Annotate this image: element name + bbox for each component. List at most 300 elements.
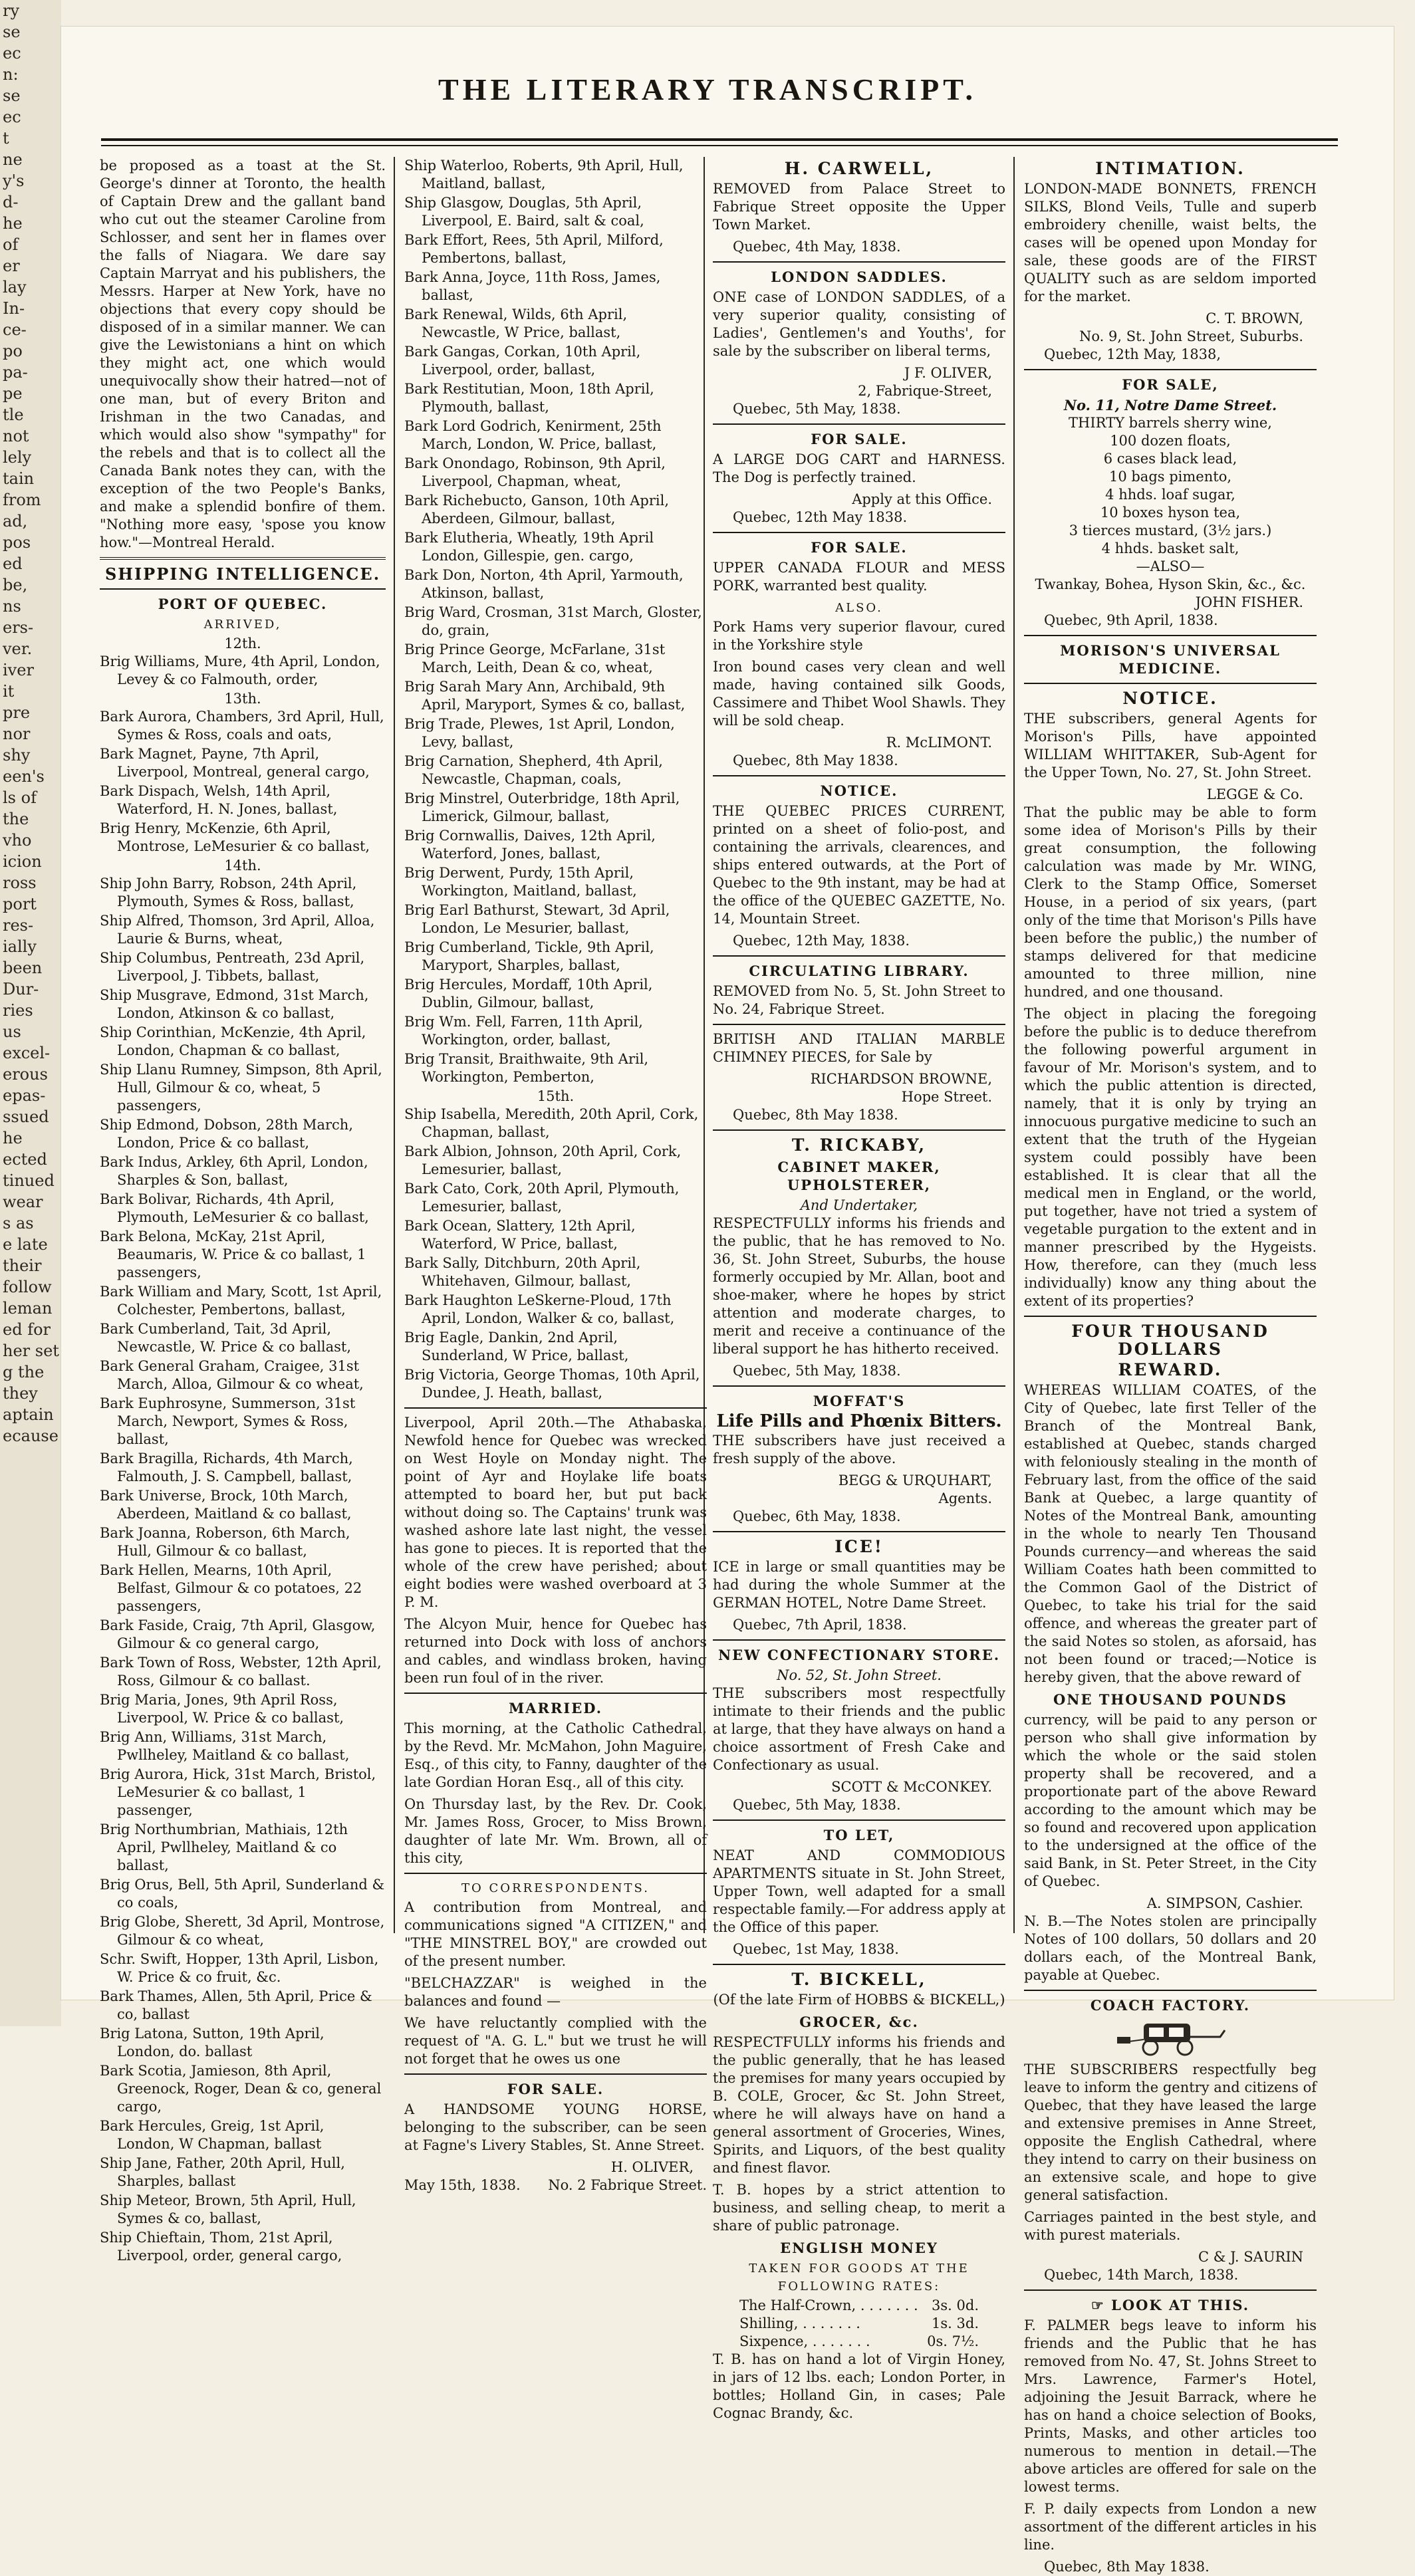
port-heading: PORT OF QUEBEC. <box>158 596 328 612</box>
list-item: Brig Prince George, McFarlane, 31st March, Leith, Dean & co, wheat, <box>404 642 666 675</box>
masthead-rule-thin <box>101 145 1338 146</box>
list-item: Bark Ocean, Slattery, 12th April, Waterford, W Price, ballast, <box>404 1218 636 1252</box>
morison-text: The object in placing the foregoing before the public is to deduce therefrom the following powerful argument in favour of Mr. Morison's system, and to which the public attention is directed, namely, that it is only by trying an innocuous purgative medicine to such an extent that the truth of the Hygeian system could possibly have been established. It is clear that all the medical men in England, or the world, put together, have not tried a system of vegetable purgation to the extent and in manner prescribed by the Hygeists. How, therefore, can they (much less individually) know any thing about the extent of its properties? <box>1024 1006 1317 1309</box>
money-value: 0s. 7½. <box>927 2333 979 2349</box>
edge-fragment: pre <box>3 703 31 722</box>
previous-page-edge <box>0 0 61 2026</box>
list-item: Brig Ann, Williams, 31st March, Pwllheley, Maitland & co ballast, <box>100 1729 350 1763</box>
reward-heading: FOUR THOUSAND DOLLARS <box>1071 1322 1269 1359</box>
list-item: Bark Cato, Cork, 20th April, Plymouth, Lemesurier, ballast, <box>404 1181 680 1215</box>
ship-list <box>404 157 707 1086</box>
divider <box>1024 1316 1317 1317</box>
list-item: Bark Elutheria, Wheatly, 19th April London, Gillespie, gen. cargo, <box>404 530 654 564</box>
look-heading: ☞ LOOK AT THIS. <box>1091 2297 1250 2313</box>
list-item: 100 dozen floats, <box>1110 433 1231 449</box>
divider <box>404 1873 707 1874</box>
list-item: 3 tierces mustard, (3½ jars.) <box>1069 523 1272 538</box>
correspondents-heading: TO CORRESPONDENTS. <box>461 1881 650 1895</box>
masthead: THE LITERARY TRANSCRIPT. <box>438 72 977 106</box>
edge-fragment: ers- <box>3 618 34 637</box>
correspondents-note: "BELCHAZZAR" is weighed in the balances and found — <box>404 1975 707 2009</box>
edge-fragment: follow <box>3 1278 52 1296</box>
confectionary-text: THE subscribers most respectfully intimate to their friends and the public at large, that they have always on hand a choice assortment of Fresh Cake and Confectionary as usual. <box>713 1685 1005 1773</box>
divider <box>1024 2289 1317 2291</box>
signature: C. T. BROWN, <box>1206 310 1303 326</box>
address: 2, Fabrique-Street, <box>858 383 992 399</box>
money-table <box>713 2297 1005 2351</box>
divider <box>713 261 1005 263</box>
column-1 <box>100 157 386 2264</box>
edge-fragment: epas- <box>3 1086 46 1105</box>
married-notice: On Thursday last, by the Rev. Dr. Cook, Mr. James Ross, Grocer, to Miss Brown, daughter of late Mr. Wm. Brown, all of this city, <box>404 1796 707 1866</box>
money-label: Sixpence, . . . . . . . <box>739 2333 870 2349</box>
edge-fragment: e late <box>3 1235 48 1254</box>
divider <box>713 1639 1005 1641</box>
list-item: Brig Eagle, Dankin, 2nd April, Sunderland, W Price, ballast, <box>404 1330 629 1363</box>
address: Hope Street. <box>901 1089 992 1105</box>
list-item: 10 boxes hyson tea, <box>1100 505 1241 521</box>
fisher-address: No. 11, Notre Dame Street. <box>1063 397 1277 413</box>
list-item: 6 cases black lead, <box>1103 451 1237 467</box>
list-item: 10 bags pimento, <box>1108 469 1232 485</box>
list-item: Brig Cumberland, Tickle, 9th April, Maryport, Sharples, ballast, <box>404 939 654 973</box>
marble-text: BRITISH AND ITALIAN MARBLE CHIMNEY PIECES, for Sale by <box>713 1031 1005 1065</box>
date: Quebec, 8th May 1838. <box>733 753 898 768</box>
confectionary-address: No. 52, St. John Street. <box>777 1667 942 1683</box>
date-heading: 12th. <box>224 636 261 651</box>
news-item: Liverpool, April 20th.—The Athabaska, Newfold hence for Quebec was wrecked on West Hoyle on Monday night. The point of Ayr and Hoylake life boats attempted to board her, but put back without doing so. The Captains' trunk was washed ashore late last night, the vessel has gone to pieces. It is reported that the whole of the crew have perished; about eight bodies were washed overboard at 3 P. M. <box>404 1415 707 1610</box>
money-value: 3s. 0d. <box>932 2297 979 2313</box>
edge-fragment: from <box>3 491 41 509</box>
reward-note: N. B.—The Notes stolen are principally Notes of 100 dollars, 50 dollars and 20 dollars each, of the Montreal Bank, payable at Quebec. <box>1024 1913 1317 1983</box>
edge-fragment: ed <box>3 554 23 573</box>
also-label: —ALSO— <box>1136 558 1205 574</box>
list-item: Bark Thames, Allen, 5th April, Price & co, ballast <box>100 1988 372 2022</box>
reward-amount: ONE THOUSAND POUNDS <box>1053 1691 1288 1708</box>
list-item: Bark Lord Godrich, Kenirment, 25th March, London, W. Price, ballast, <box>404 418 662 452</box>
edge-fragment: aptain <box>3 1405 54 1424</box>
edge-fragment: ry <box>3 1 20 20</box>
list-item: Bark Restitutian, Moon, 18th April, Plymouth, ballast, <box>404 381 654 415</box>
list-item: 4 hhds. basket salt, <box>1101 540 1239 556</box>
for-sale-heading: FOR SALE. <box>811 539 908 556</box>
list-item: Bark Albion, Johnson, 20th April, Cork, Lemesurier, ballast, <box>404 1143 682 1177</box>
ice-heading: ICE! <box>835 1537 884 1556</box>
also-label: ALSO. <box>835 601 883 615</box>
coach-illustration <box>1110 2017 1230 2057</box>
edge-fragment: us <box>3 1022 21 1041</box>
news-item: The Alcyon Muir, hence for Quebec has returned into Dock with loss of anchors and cables, and windlass broken, having been run foul of in the river. <box>404 1616 707 1686</box>
list-item: Bark Hercules, Greig, 1st April, London, W Chapman, ballast <box>100 2118 324 2152</box>
list-item: Brig Northumbrian, Mathiais, 12th April, Pwllheley, Maitland & co ballast, <box>100 1821 348 1873</box>
edge-fragment: they <box>3 1384 38 1403</box>
column-4 <box>1024 157 1317 2575</box>
shipping-intelligence-heading: SHIPPING INTELLIGENCE. <box>104 564 381 584</box>
edge-fragment: ec <box>3 108 21 126</box>
moffat-text: THE subscribers have just received a fresh supply of the above. <box>713 1433 1005 1466</box>
reward-text: WHEREAS WILLIAM COATES, of the City of Quebec, late first Teller of the Branch of the Montreal Bank, established at Quebec, stands charged with feloniously stealing in the month of February last, from the office of the said Bank at Quebec, a large quantity of Notes of the Montreal Bank, amounting in the whole to nearly Ten Thousand Pounds currency—and whereas the said William Coates hath been committed to the Common Gaol of the District of Quebec, to take his trial for the said offence, and whereas the greater part of the said Notes so stolen, as aforsaid, has not been found or traced;—Notice is hereby given, that the above reward of <box>1024 1382 1317 1685</box>
list-item: Ship Isabella, Meredith, 20th April, Cork, Chapman, ballast, <box>404 1106 699 1140</box>
date: Quebec, 8th May 1838. <box>733 1107 898 1123</box>
edge-fragment: ver. <box>3 640 33 658</box>
edge-fragment: t <box>3 129 9 148</box>
edge-fragment: it <box>3 682 15 701</box>
correspondents-note: We have reluctantly complied with the request of "A. G. L." but we trust he will not forget that he owes us one <box>404 2015 707 2067</box>
for-sale-heading: FOR SALE. <box>507 2081 604 2097</box>
date: Quebec, 5th May, 1838. <box>733 1363 901 1379</box>
list-item: Brig Maria, Jones, 9th April Ross, Liverpool, W. Price & co ballast, <box>100 1692 344 1726</box>
divider <box>1024 683 1317 684</box>
list-item: Bark Indus, Arkley, 6th April, London, Sharples & Son, ballast, <box>100 1154 368 1188</box>
arrived-heading: ARRIVED, <box>203 618 282 632</box>
list-item: Ship Llanu Rumney, Simpson, 8th April, Hull, Gilmour & co, wheat, 5 passengers, <box>100 1062 382 1113</box>
money-label: The Half-Crown, . . . . . . . <box>739 2297 918 2313</box>
edge-fragment: ns <box>3 597 21 616</box>
edge-fragment: vho <box>3 831 32 850</box>
list-item: Bark Dispach, Welsh, 14th April, Waterford, H. N. Jones, ballast, <box>100 783 338 817</box>
list-item: Brig Henry, McKenzie, 6th April, Montrose, LeMesurier & co ballast, <box>100 820 370 854</box>
list-item: Bark Town of Ross, Webster, 12th April, Ross, Gilmour & co ballast. <box>100 1655 382 1689</box>
list-item: Brig Transit, Braithwaite, 9th Aril, Workington, Pemberton, <box>404 1051 649 1085</box>
date-heading: 14th. <box>224 858 261 874</box>
date: Quebec, 8th May 1838. <box>1044 2559 1210 2575</box>
apply-note: Apply at this Office. <box>852 491 992 507</box>
divider <box>100 588 386 590</box>
edge-fragment: ec <box>3 44 21 62</box>
date: Quebec, 6th May, 1838. <box>733 1508 901 1524</box>
list-item: Brig Minstrel, Outerbridge, 18th April, Limerick, Gilmour, ballast, <box>404 790 680 824</box>
coach-factory-heading: COACH FACTORY. <box>1090 1997 1251 2014</box>
divider <box>1024 635 1317 636</box>
ship-list <box>404 1106 707 1402</box>
list-item: Bark General Graham, Craigee, 31st March, Alloa, Gilmour & co wheat, <box>100 1358 364 1392</box>
list-item: Brig Williams, Mure, 4th April, London, Levey & co Falmouth, order, <box>100 653 380 687</box>
ship-list <box>100 875 386 2265</box>
list-item: Bark Sally, Ditchburn, 20th April, Whitehaven, Gilmour, ballast, <box>404 1255 641 1289</box>
list-item: Bark Universe, Brock, 10th March, Aberdeen, Maitland & co ballast, <box>100 1488 352 1522</box>
signature: J F. OLIVER, <box>904 365 992 381</box>
for-sale-heading: FOR SALE. <box>811 431 908 447</box>
reward-text: currency, will be paid to any person or person who shall give information by which the whole or the said stolen property shall be recovered, and a proportionate part of the above Reward according to the amount which may be so found and recovered upon application to the undersigned at the office of the said Bank, in St. Peter Street, in the City of Quebec. <box>1024 1712 1317 1889</box>
list-item: Ship Glasgow, Douglas, 5th April, Liverpool, E. Baird, salt & coal, <box>404 195 644 229</box>
divider <box>100 557 386 560</box>
list-item: Brig Globe, Sherett, 3d April, Montrose, Gilmour & co wheat, <box>100 1914 385 1948</box>
list-item: Bark Scotia, Jamieson, 8th April, Greenock, Roger, Dean & co, general cargo, <box>100 2063 382 2115</box>
divider <box>713 775 1005 776</box>
rickaby-subheading: CABINET MAKER, UPHOLSTERER, <box>777 1159 941 1193</box>
date: Quebec, 5th May, 1838. <box>733 1797 901 1813</box>
to-let-text: NEAT AND COMMODIOUS APARTMENTS situate in St. John Street, Upper Town, well adapted for a small respectable family.—For address apply at the Office of this paper. <box>713 1847 1005 1935</box>
date-heading: 15th. <box>537 1088 575 1104</box>
palmer-text: F. P. daily expects from London a new assortment of the different articles in his line. <box>1024 2501 1317 2553</box>
confectionary-heading: NEW CONFECTIONARY STORE. <box>717 1647 1001 1663</box>
edge-fragment: se <box>3 23 21 41</box>
money-row <box>713 2297 1005 2315</box>
divider <box>1024 369 1317 370</box>
library-heading: CIRCULATING LIBRARY. <box>749 963 969 979</box>
edge-fragment: tle <box>3 406 24 424</box>
morison-heading: MORISON'S UNIVERSAL MEDICINE. <box>1060 642 1281 677</box>
list-item: Bark Aurora, Chambers, 3rd April, Hull, Symes & Ross, coals and oats, <box>100 709 384 743</box>
edge-fragment: not <box>3 427 29 445</box>
edge-fragment: ce- <box>3 320 27 339</box>
money-row <box>713 2333 1005 2351</box>
edge-fragment: d- <box>3 193 19 211</box>
bickell-heading: T. BICKELL, <box>791 1970 927 1989</box>
money-heading: ENGLISH MONEY <box>780 2240 938 2256</box>
morison-text: That the public may be able to form some idea of Morison's Pills by their great consumption, the following calculation was made by Mr. WING, Clerk to the Stamp Office, Somerset House, in a period of six years, (part only of the time that Morison's Pills have been before the public,) the number of stamps delivered for that medicine amounted to three million, nine hundred, and one thousand. <box>1024 804 1317 1000</box>
edge-fragment: ne <box>3 150 23 169</box>
list-item: Bark Euphrosyne, Summerson, 31st March, Newport, Symes & Ross, ballast, <box>100 1395 356 1447</box>
edge-fragment: ls of <box>3 788 37 807</box>
reward-heading: REWARD. <box>1118 1360 1223 1379</box>
date: Quebec, 12th May, 1838, <box>1044 346 1222 362</box>
edge-fragment: tinued <box>3 1171 55 1190</box>
list-item: Bark Effort, Rees, 5th April, Milford, Pembertons, ballast, <box>404 232 664 266</box>
list-item: Bark Bragilla, Richards, 4th March, Falmouth, J. S. Campbell, ballast, <box>100 1451 353 1484</box>
edge-fragment: Dur- <box>3 980 39 998</box>
fisher-text: Twankay, Bohea, Hyson Skin, &c., &c. <box>1035 576 1306 592</box>
rickaby-heading: T. RICKABY, <box>791 1135 927 1155</box>
intimation-text: LONDON-MADE BONNETS, FRENCH SILKS, Blond Veils, Tulle and superb embroidery chenille, waist belts, the cases will be opened upon Monday for sale, these goods are of the FIRST QUALITY such as are seldom imported for the market. <box>1024 181 1317 304</box>
divider <box>713 1531 1005 1532</box>
divider <box>713 1385 1005 1387</box>
saddles-heading: LONDON SADDLES. <box>771 269 948 285</box>
coach-text: THE SUBSCRIBERS respectfully beg leave to inform the gentry and citizens of Quebec, that they have leased the large and extensive premises in Anne Street, opposite the English Cathedral, where they intend to carry on their business on an extensive scale, and hope to give general satisfaction. <box>1024 2061 1317 2203</box>
edge-fragment: se <box>3 86 21 105</box>
divider <box>713 423 1005 425</box>
edge-fragment: he <box>3 1129 23 1147</box>
list-item: Ship Waterloo, Roberts, 9th April, Hull, Maitland, ballast, <box>404 158 684 191</box>
ship-list <box>100 708 386 856</box>
date: May 15th, 1838. <box>404 2177 521 2193</box>
edge-fragment: ross <box>3 874 37 892</box>
coach-text: Carriages painted in the best style, and with purest materials. <box>1024 2209 1317 2243</box>
rickaby-subheading: And Undertaker, <box>800 1197 918 1213</box>
edge-fragment: po <box>3 342 23 360</box>
edge-fragment: In- <box>3 299 25 318</box>
edge-fragment: g the <box>3 1363 45 1381</box>
edge-fragment: ed for <box>3 1320 51 1339</box>
list-item: Bark Richebucto, Ganson, 10th April, Aberdeen, Gilmour, ballast, <box>404 493 670 527</box>
montreal-herald-article: be proposed as a toast at the St. George's dinner at Toronto, the health of Captain Drew and the gallant band who cut out the steamer Caroline from Schlosser, and sent her in flames over the falls of Niagara. We dare say Captain Marryat and his publishers, the Messrs. Harper at New York, have no objections that every copy should be disposed of in a similar manner. We can give the Lewistonians a hint on which they might act, one which would unequivocally show their hatred—not of one man, but of every Briton and Irishman in the two Canadas, and which would also show "sympathy" for the rebels and that is to collect all the Canada Bank notes they can, with the exception of the two People's Banks, and make a splendid bonfire of them. "Nothing more easy, 'spose you know how."—Montreal Herald. <box>100 158 386 550</box>
edge-fragment: shy <box>3 746 31 764</box>
list-item: Bark William and Mary, Scott, 1st April, Colchester, Pembertons, ballast, <box>100 1284 382 1318</box>
to-let-heading: TO LET, <box>823 1827 895 1843</box>
edge-fragment: icion <box>3 852 42 871</box>
for-sale-heading: FOR SALE, <box>1122 376 1219 393</box>
list-item: Bark Joanna, Roberson, 6th March, Hull, Gilmour & co ballast, <box>100 1525 350 1559</box>
edge-fragment: n: <box>3 65 19 84</box>
signature: SCOTT & McCONKEY. <box>831 1779 992 1795</box>
list-item: Ship John Barry, Robson, 24th April, Plymouth, Symes & Ross, ballast, <box>100 876 357 909</box>
horse-for-sale-text: A HANDSOME YOUNG HORSE, belonging to the subscriber, can be seen at Fagne's Livery Stables, St. Anne Street. <box>404 2101 707 2153</box>
date: Quebec, 14th March, 1838. <box>1044 2267 1239 2283</box>
divider <box>404 2073 707 2075</box>
married-heading: MARRIED. <box>508 1700 603 1716</box>
flour-text: UPPER CANADA FLOUR and MESS PORK, warranted best quality. <box>713 560 1005 594</box>
date: Quebec, 12th May 1838. <box>733 509 908 525</box>
edge-fragment: lely <box>3 448 32 467</box>
edge-fragment: er <box>3 257 20 275</box>
date: Quebec, 1st May, 1838. <box>733 1941 899 1957</box>
list-item: Bark Bolivar, Richards, 4th April, Plymouth, LeMesurier & co ballast, <box>100 1191 369 1225</box>
signature: RICHARDSON BROWNE, <box>810 1071 992 1087</box>
edge-fragment: ad, <box>3 512 28 530</box>
date: Quebec, 5th May, 1838. <box>733 401 901 417</box>
edge-fragment: ected <box>3 1150 47 1169</box>
edge-fragment: leman <box>3 1299 53 1318</box>
flour-text: Pork Hams very superior flavour, cured in the Yorkshire style <box>713 619 1005 653</box>
edge-fragment: of <box>3 235 19 254</box>
morison-text: THE subscribers, general Agents for Morison's Pills, have appointed WILLIAM WHITTAKER, Sub-Agent for the Upper Town, No. 27, St. John Street. <box>1024 711 1317 780</box>
divider <box>404 1407 707 1409</box>
list-item: Bark Anna, Joyce, 11th Ross, James, ballast, <box>404 269 661 303</box>
moffat-title: Life Pills and Phœnix Bitters. <box>716 1411 1002 1431</box>
money-note: T. B. has on hand a lot of Virgin Honey, in jars of 12 lbs. each; London Porter, in bottles; Holland Gin, in cases; Pale Cognac Brandy, &c. <box>713 2351 1005 2421</box>
divider <box>713 1024 1005 1025</box>
divider <box>713 1964 1005 1965</box>
edge-fragment: pa- <box>3 363 28 382</box>
signature: H. OLIVER, <box>610 2159 694 2175</box>
signature: JOHN FISHER. <box>1195 594 1303 610</box>
edge-fragment: the <box>3 810 29 828</box>
edge-fragment: ecause <box>3 1427 59 1445</box>
list-item: Schr. Swift, Hopper, 13th April, Lisbon, W. Price & co fruit, &c. <box>100 1951 379 1985</box>
list-item: Brig Wm. Fell, Farren, 11th April, Workington, order, ballast, <box>404 1014 643 1048</box>
list-item: Bark Faside, Craig, 7th April, Glasgow, Gilmour & co general cargo, <box>100 1617 376 1651</box>
money-label: Shilling, . . . . . . . <box>739 2315 860 2331</box>
bickell-text: RESPECTFULLY informs his friends and the public generally, that he has leased the premises for many years occupied by B. COLE, Grocer, &c St. John Street, where he will always have on hand a general assortment of Groceries, Wines, Spirits, and Liquors, of the best quality and finest flavor. <box>713 2034 1005 2176</box>
signature: A. SIMPSON, Cashier. <box>1146 1895 1303 1911</box>
signature: R. McLIMONT. <box>886 735 992 751</box>
divider <box>1024 1990 1317 1991</box>
palmer-text: F. PALMER begs leave to inform his friends and the Public that he has removed from No. 47, St. Johns Street to Mrs. Lawrence, Farmer's Hotel, adjoining the Jesuit Barrack, where he has on hand a choice selection of Books, Prints, Masks, and other articles too numerous to mention in detail.—The above articles are offered for sale on the lowest terms. <box>1024 2317 1317 2495</box>
bickell-subheading: (Of the late Firm of HOBBS & BICKELL,) <box>713 1992 1005 2008</box>
edge-fragment: been <box>3 959 43 977</box>
list-item: Bark Onondago, Robinson, 9th April, Liverpool, Chapman, wheat, <box>404 455 666 489</box>
list-item: Ship Musgrave, Edmond, 31st March, London, Atkinson & co ballast, <box>100 987 369 1021</box>
address: No. 2 Fabrique Street. <box>548 2177 707 2193</box>
carwell-text: REMOVED from Palace Street to Fabrique Street opposite the Upper Town Market. <box>713 181 1005 233</box>
married-notice: This morning, at the Catholic Cathedral, by the Revd. Mr. McMahon, John Maguire, Esq., of this city, to Fanny, daughter of the late Gordian Horan Esq., all of this city. <box>404 1720 707 1790</box>
list-item: Bark Magnet, Payne, 7th April, Liverpool, Montreal, general cargo, <box>100 746 370 780</box>
edge-fragment: ries <box>3 1001 33 1020</box>
list-item: Ship Edmond, Dobson, 28th March, London, Price & co ballast, <box>100 1117 353 1151</box>
dogcart-text: A LARGE DOG CART and HARNESS. The Dog is perfectly trained. <box>713 451 1005 485</box>
list-item: Brig Cornwallis, Daives, 12th April, Waterford, Jones, ballast, <box>404 828 656 862</box>
list-item: Brig Hercules, Mordaff, 10th April, Dublin, Gilmour, ballast, <box>404 977 653 1010</box>
list-item: Brig Latona, Sutton, 19th April, London, do. ballast <box>100 2026 324 2059</box>
carwell-heading: H. CARWELL, <box>784 159 934 178</box>
list-item: Ship Corinthian, McKenzie, 4th April, London, Chapman & co ballast, <box>100 1024 366 1058</box>
list-item: Brig Aurora, Hick, 31st March, Bristol, LeMesurier & co ballast, 1 passenger, <box>100 1766 376 1818</box>
signature: BEGG & URQUHART, <box>838 1472 992 1488</box>
date: Quebec, 9th April, 1838. <box>1044 612 1218 628</box>
edge-fragment: res- <box>3 916 34 935</box>
edge-fragment: erous <box>3 1065 48 1084</box>
edge-fragment: their <box>3 1256 42 1275</box>
divider <box>713 955 1005 957</box>
list-item: Bark Belona, McKay, 21st April, Beaumaris, W. Price & co ballast, 1 passengers, <box>100 1229 366 1280</box>
address: No. 9, St. John Street, Suburbs. <box>1079 328 1303 344</box>
bickell-subheading: GROCER, &c. <box>799 2014 919 2030</box>
edge-fragment: lay <box>3 278 27 296</box>
notice-heading: NOTICE. <box>820 782 898 799</box>
rickaby-text: RESPECTFULLY informs his friends and the public, that he has removed to No. 36, St. John Street, Suburbs, the house formerly occupied by Mr. Allan, boot and shoe-maker, where he hopes by strict attention and moderate charges, to merit and receive a continuance of the liberal support he has hitherto received. <box>713 1215 1005 1357</box>
date: Quebec, 7th April, 1838. <box>733 1617 907 1633</box>
list-item: Bark Renewal, Wilds, 6th April, Newcastle, W Price, ballast, <box>404 306 628 340</box>
list-item: Bark Gangas, Corkan, 10th April, Liverpool, order, ballast, <box>404 344 641 378</box>
notice-heading: NOTICE. <box>1122 689 1218 708</box>
column-divider <box>1013 157 1015 1933</box>
list-item: Ship Jane, Father, 20th April, Hull, Sharples, ballast <box>100 2155 345 2189</box>
list-item: Brig Orus, Bell, 5th April, Sunderland & co coals, <box>100 1877 385 1911</box>
moffat-heading: MOFFAT'S <box>813 1393 906 1409</box>
edge-fragment: s as <box>3 1214 34 1232</box>
prices-current-text: THE QUEBEC PRICES CURRENT, printed on a sheet of folio-post, and containing the arrivals, clearences, and ships entered outwards, at the Port of Quebec to the 9th instant, may be had at the office of the QUEBEC GAZETTE, No. 14, Mountain Street. <box>713 803 1005 927</box>
signature: C & J. SAURIN <box>1198 2249 1303 2265</box>
list-item: Ship Meteor, Brown, 5th April, Hull, Symes & co, ballast, <box>100 2192 356 2226</box>
edge-fragment: port <box>3 895 37 913</box>
edge-fragment: pe <box>3 384 23 403</box>
edge-fragment: iver <box>3 661 34 679</box>
saddles-text: ONE case of LONDON SADDLES, of a very superior quality, consisting of Ladies', Gentlemen's and Youths', for sale by the subscriber on liberal terms, <box>713 289 1005 359</box>
edge-fragment: tain <box>3 469 35 488</box>
list-item: Bark Cumberland, Tait, 3d April, Newcastle, W. Price & co ballast, <box>100 1321 352 1355</box>
column-3 <box>713 157 1005 2421</box>
date-heading: 13th. <box>224 691 261 707</box>
edge-fragment: be, <box>3 576 28 594</box>
correspondents-note: A contribution from Montreal, and communications signed "A CITIZEN," and "THE MINSTREL BOY," are crowded out of the present number. <box>404 1899 707 1969</box>
edge-fragment: een's <box>3 767 45 786</box>
divider <box>713 532 1005 533</box>
edge-fragment: pos <box>3 533 31 552</box>
list-item: Ship Columbus, Pentreath, 23d April, Liverpool, J. Tibbets, ballast, <box>100 950 365 984</box>
list-item: Brig Carnation, Shepherd, 4th April, Newcastle, Chapman, coals, <box>404 753 663 787</box>
bickell-text: T. B. hopes by a strict attention to business, and selling cheap, to merit a share of public patronage. <box>713 2182 1005 2234</box>
divider <box>713 1819 1005 1821</box>
list-item: Brig Derwent, Purdy, 15th April, Workington, Maitland, ballast, <box>404 865 637 899</box>
flour-text: Iron bound cases very clean and well made, having contained silk Goods, Cassimere and Thibet Wool Shawls. They will be sold cheap. <box>713 659 1005 729</box>
signature: LEGGE & Co. <box>1206 786 1303 802</box>
list-item: Brig Trade, Plewes, 1st April, London, Levy, ballast, <box>404 716 675 750</box>
edge-fragment: ssued <box>3 1108 49 1126</box>
list-item: Bark Haughton LeSkerne-Ploud, 17th April, London, Walker & co, ballast, <box>404 1292 675 1326</box>
signature: Agents. <box>938 1490 992 1506</box>
list-item: Brig Victoria, George Thomas, 10th April, Dundee, J. Heath, ballast, <box>404 1367 700 1401</box>
ice-text: ICE in large or small quantities may be had during the whole Summer at the GERMAN HOTEL, Notre Dame Street. <box>713 1559 1005 1611</box>
column-divider <box>394 157 395 1933</box>
list-item: Brig Earl Bathurst, Stewart, 3d April, London, Le Mesurier, ballast, <box>404 902 670 936</box>
intimation-heading: INTIMATION. <box>1095 159 1245 178</box>
library-text: REMOVED from No. 5, St. John Street to No. 24, Fabrique Street. <box>713 983 1005 1017</box>
list-item: Ship Chieftain, Thom, 21st April, Liverpool, order, general cargo, <box>100 2230 342 2264</box>
edge-fragment: y's <box>3 172 25 190</box>
money-subheading: TAKEN FOR GOODS AT THE FOLLOWING RATES: <box>749 2262 969 2293</box>
edge-fragment: nor <box>3 725 31 743</box>
list-item: 4 hhds. loaf sugar, <box>1105 487 1235 503</box>
list-item: Bark Hellen, Mearns, 10th April, Belfast, Gilmour & co potatoes, 22 passengers, <box>100 1562 362 1614</box>
divider <box>404 1693 707 1694</box>
edge-fragment: excel- <box>3 1044 51 1062</box>
column-2 <box>404 157 707 2193</box>
edge-fragment: wear <box>3 1193 43 1211</box>
money-row <box>713 2315 1005 2333</box>
list-item: Brig Sarah Mary Ann, Archibald, 9th April, Maryport, Symes & co, ballast, <box>404 679 686 713</box>
list-item: THIRTY barrels sherry wine, <box>1069 415 1272 431</box>
edge-fragment: ially <box>3 937 37 956</box>
